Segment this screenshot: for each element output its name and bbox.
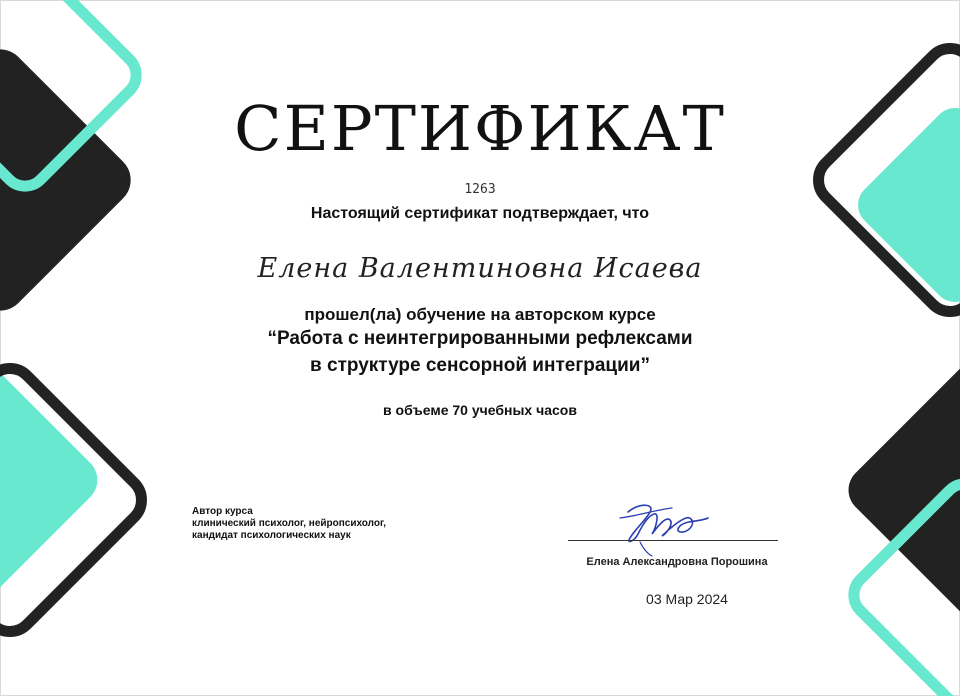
author-label: Автор курса bbox=[192, 506, 253, 517]
signer-name: Елена Александровна Порошина bbox=[586, 556, 768, 568]
confirm-text: Настоящий сертификат подтверждает, что bbox=[310, 205, 650, 222]
deco-mint-diamond-left-bottom bbox=[0, 353, 107, 608]
signature-line bbox=[568, 540, 778, 541]
author-credentials-line2: кандидат психологических наук bbox=[192, 530, 351, 541]
course-title-line1: “Работа с неинтегрированными рефлексами bbox=[267, 328, 693, 349]
hours-text: в объеме 70 учебных часов bbox=[383, 402, 577, 418]
author-credentials-line1: клинический психолог, нейропсихолог, bbox=[192, 518, 387, 529]
signature-image bbox=[600, 498, 720, 558]
issue-date: 03 Мар 2024 bbox=[646, 591, 728, 607]
certificate-number: 1263 bbox=[464, 182, 496, 197]
author-block bbox=[192, 506, 386, 542]
course-intro: прошел(ла) обучение на авторском курсе bbox=[304, 305, 656, 324]
recipient-name: Елена Валентиновна Исаева bbox=[257, 253, 703, 284]
certificate-title: СЕРТИФИКАТ bbox=[234, 92, 726, 165]
course-title-line2: в структуре сенсорной интеграции” bbox=[310, 355, 650, 376]
